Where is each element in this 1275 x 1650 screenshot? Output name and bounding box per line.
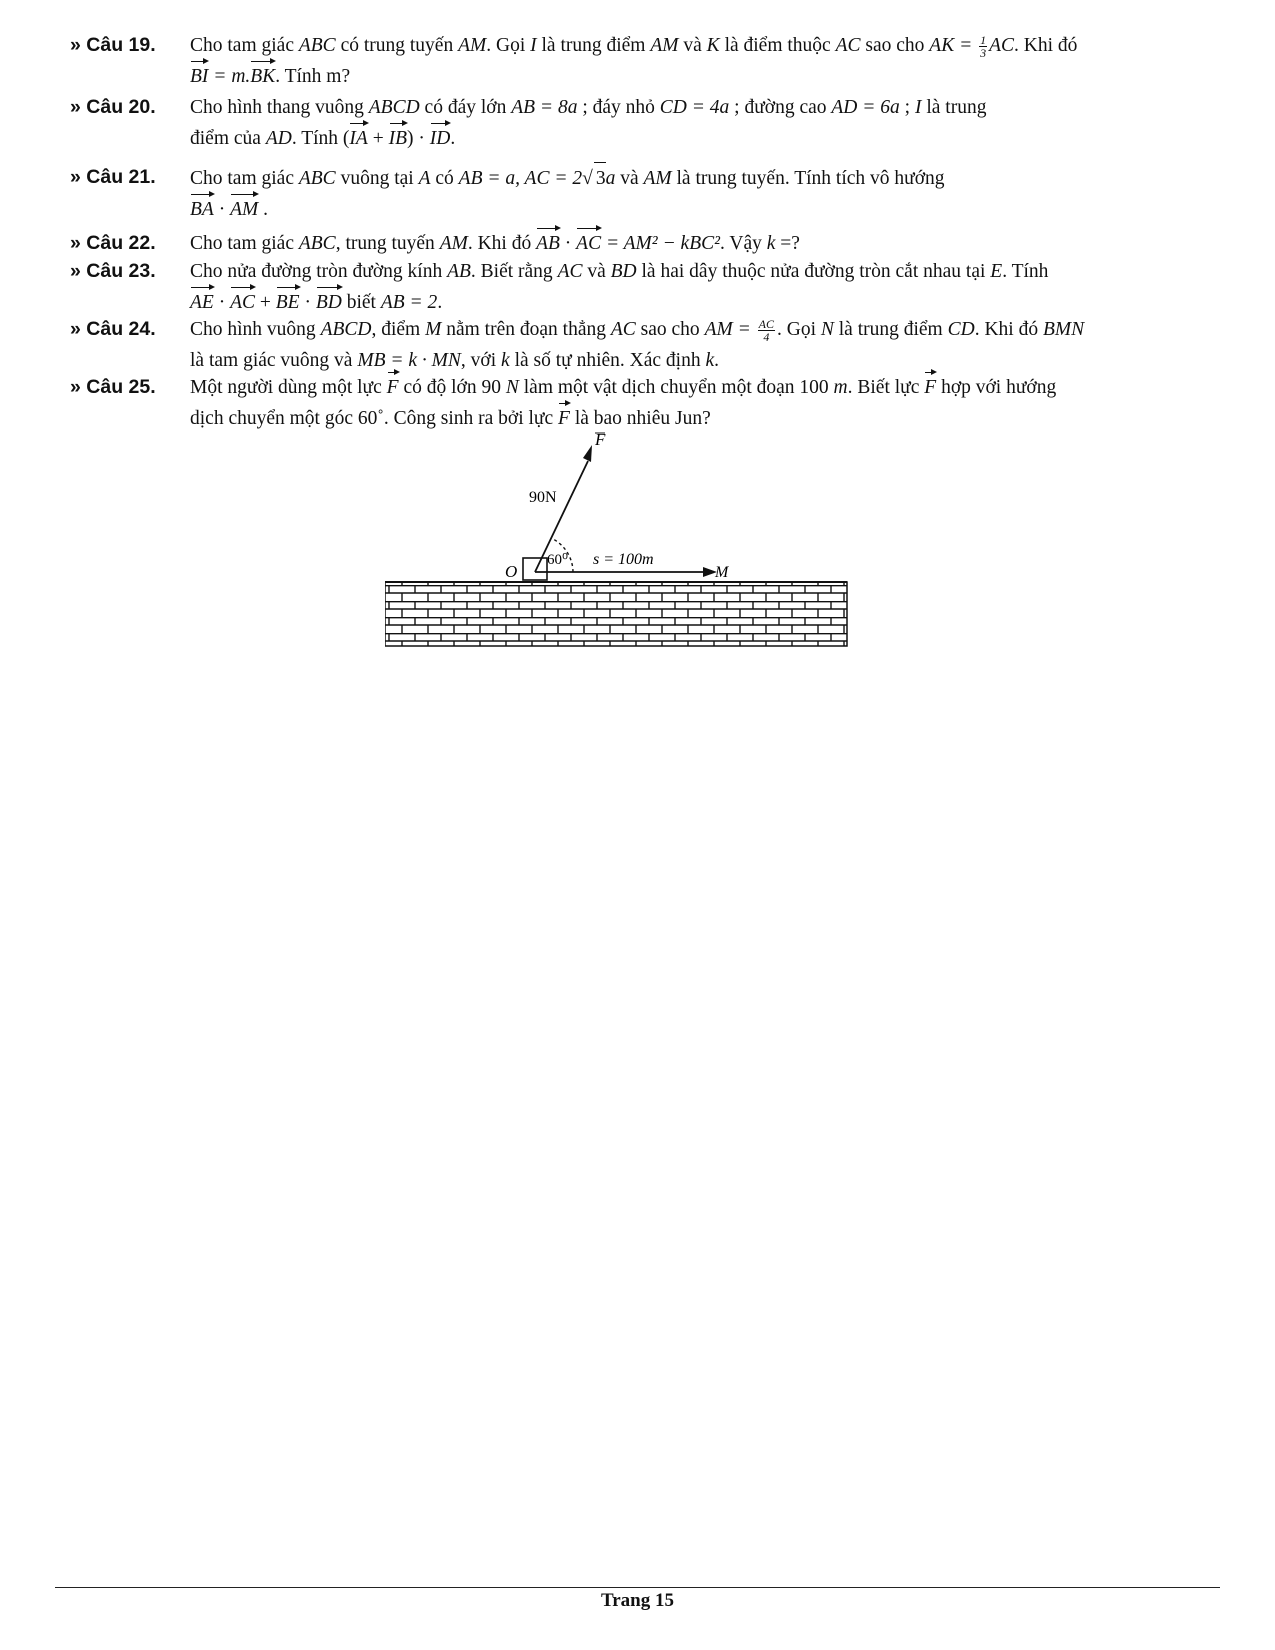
fraction: $\frac{AC}{4}$ [758,317,774,345]
displacement-label: s = 100m [593,551,654,568]
vector-am: AM [230,194,258,225]
vector-bk: BK [250,61,275,92]
force-label: F [595,430,606,449]
question-label: » Câu 25. [70,376,156,398]
angle-label: 60⁰ [547,552,569,568]
question-19 [70,30,1220,92]
arrowhead-icon [583,445,592,462]
vector-ia: IA [349,123,367,154]
page-number: Trang 15 [600,1590,674,1611]
question-label: » Câu 19. [70,34,156,56]
object-box [523,558,547,580]
question-text: Cho hình vuông ABCD, điểm M nằm trên đoạn thẳng AC sao cho AM = $\frac{AC}{4}$ . Gọi N là trung điểm CD. Khi đó BMN là tam giác vuông và MB = k · MN, với k là số tự nhiên. Xác định k. [190,317,1085,371]
question-text: Cho tam giác ABC vuông tại A có AB = a, AC = 2√ 3a và AM là trung tuyến. Tính tích vô hướng BA · AM . [190,162,1220,225]
question-22 [70,228,1220,259]
question-21 [70,162,1220,225]
vector-ac: AC [576,228,601,259]
vector-f: F [387,372,399,403]
square-root: 3 [594,162,606,194]
question-text: Cho hình thang vuông ABCD có đáy lớn AB = 8a ; đáy nhỏ CD = 4a ; đường cao AD = 6a ; I là trung điểm của AD. Tính (IA + IB) · ID. [190,92,1220,154]
vector-ib: IB [389,123,407,154]
vector-id: ID [430,123,451,154]
magnitude-label: 90N [529,489,557,506]
vector-f: F [924,372,936,403]
vector-be: BE [276,287,300,318]
vector-ab: AB [536,228,560,259]
brick-wall [385,582,847,646]
footer-divider [55,1587,1220,1588]
question-label: » Câu 21. [70,166,156,188]
question-text: Cho nửa đường tròn đường kính AB. Biết rằng AC và BD là hai dây thuộc nửa đường tròn cắt nhau tại E. Tính AE · AC + BE · BD biết AB = 2. [190,256,1220,318]
vector-ae: AE [190,287,214,318]
end-label: M [715,564,729,581]
vector-bi: BI [190,61,208,92]
origin-label: O [505,562,518,581]
fraction: $\frac{1}{3}$ [980,33,987,61]
vector-bd: BD [316,287,342,318]
question-label: » Câu 23. [70,260,156,282]
vector-f: F [558,403,570,434]
question-23 [70,256,1220,318]
question-text: Cho tam giác ABC, trung tuyến AM. Khi đó AB · AC = AM² − kBC². Vậy k =? [190,228,1220,259]
question-24 [70,314,1220,376]
vector-ba: BA [190,194,214,225]
question-label: » Câu 22. [70,232,156,254]
question-label: » Câu 24. [70,318,156,340]
question-text: Cho tam giác ABC có trung tuyến AM. Gọi I là trung điểm AM và K là điểm thuộc AC sao cho AK = $\frac{1}{3}$ AC. Khi đó BI = m.BK. Tính m? [190,30,1220,92]
question-text: Một người dùng một lực F có độ lớn 90 N làm một vật dịch chuyển một đoạn 100 m. Biết lực F hợp với hướng dịch chuyển một góc 60˚. Công sinh ra bởi lực F là bao nhiêu Jun? [190,372,1220,434]
question-20 [70,92,1220,154]
force-diagram [385,425,855,655]
question-label: » Câu 20. [70,96,156,118]
vector-ac: AC [230,287,255,318]
